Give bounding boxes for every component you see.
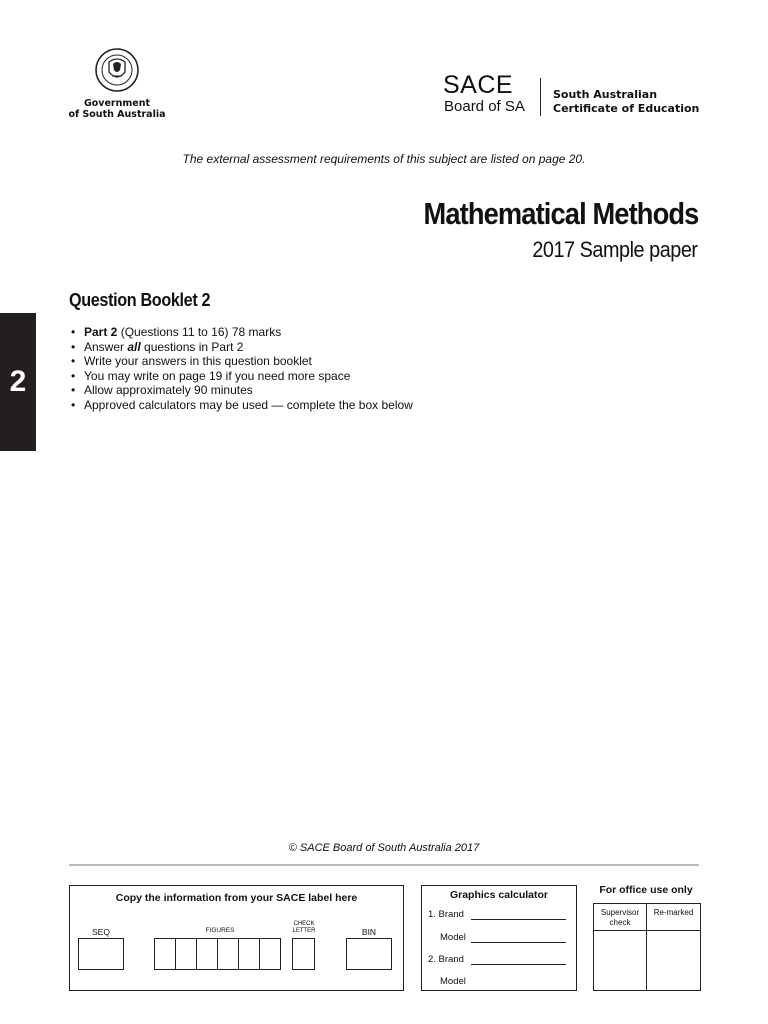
booklet-tab: [0, 313, 36, 451]
bin-field[interactable]: [346, 938, 392, 970]
instruction-text: Write your answers in this question booklet: [84, 354, 312, 369]
calculator-heading: Graphics calculator: [449, 889, 549, 901]
remarked-label: Re-marked: [653, 908, 694, 917]
instruction-text: Allow approximately 90 minutes: [84, 383, 253, 398]
check-letter-line1: CHECK: [293, 921, 315, 927]
instructions-list: [69, 325, 549, 413]
instruction-text: questions in Part 2: [140, 339, 244, 354]
intro-note: The external assessment requirements of this subject are listed on page 20.: [182, 152, 586, 166]
remarked-field[interactable]: [647, 931, 700, 990]
government-logo: [62, 46, 172, 118]
label-box-heading: Copy the information from your SACE label here: [115, 892, 358, 904]
instruction-bold: all: [127, 339, 141, 354]
sace-title: SACE: [443, 71, 514, 99]
divider-rule: [69, 864, 699, 866]
figure-digit-field[interactable]: [196, 938, 218, 970]
figure-digit-field[interactable]: [259, 938, 281, 970]
figure-digit-field[interactable]: [217, 938, 239, 970]
calculator-box: [421, 885, 577, 991]
supervisor-label: [594, 908, 646, 928]
instruction-item: [69, 354, 549, 369]
instruction-text: You may write on page 19 if you need more space: [84, 368, 351, 383]
seq-label: SEQ: [92, 927, 110, 937]
page-subtitle: 2017 Sample paper: [532, 237, 698, 262]
instruction-text: Approved calculators may be used — complete the box below: [84, 397, 413, 412]
instruction-item: [69, 369, 549, 384]
brand2-field[interactable]: [471, 951, 566, 965]
tab-number: 2: [9, 365, 27, 398]
sace-label-box: [69, 885, 404, 991]
sace-logo: [443, 71, 703, 119]
figure-digit-field[interactable]: [154, 938, 176, 970]
instruction-text: (Questions 11 to 16) 78 marks: [117, 325, 282, 339]
instruction-item: [69, 340, 549, 355]
figure-digit-field[interactable]: [175, 938, 197, 970]
office-heading: For office use only: [599, 884, 693, 896]
bin-label: BIN: [361, 927, 377, 937]
sace-subtitle: Board of SA: [444, 98, 525, 115]
figures-label: [154, 927, 286, 934]
instruction-bold: Part 2: [84, 325, 118, 339]
booklet-title: Question Booklet 2: [69, 290, 211, 310]
supervisor-check-field[interactable]: [594, 931, 646, 990]
copyright: © SACE Board of South Australia 2017: [288, 842, 480, 854]
instruction-text: Answer: [84, 339, 128, 354]
figures-fields: [154, 938, 287, 970]
office-box: [593, 903, 701, 991]
sace-right-line2: Certificate of Education: [553, 102, 700, 115]
model1-label: Model: [440, 932, 466, 943]
check-letter-label: [290, 921, 318, 935]
model1-field[interactable]: [471, 929, 566, 943]
check-letter-field[interactable]: [292, 938, 315, 970]
sace-right-line1: South Australian: [553, 88, 658, 101]
instruction-item: [69, 325, 549, 340]
instruction-item: [69, 398, 549, 413]
check-letter-line2: LETTER: [292, 928, 316, 934]
instruction-item: [69, 383, 549, 398]
seq-field[interactable]: [78, 938, 124, 970]
figures-label-text: FIGURES: [205, 927, 235, 934]
page-title: Mathematical Methods: [423, 196, 698, 231]
brand2-label: 2. Brand: [428, 954, 464, 965]
crest-icon: [94, 46, 140, 94]
brand1-label: 1. Brand: [428, 909, 464, 920]
figure-digit-field[interactable]: [238, 938, 260, 970]
government-line2: of South Australia: [68, 109, 166, 120]
supervisor-line2: check: [609, 918, 631, 927]
government-line1: Government: [83, 98, 151, 109]
brand1-field[interactable]: [471, 906, 566, 920]
supervisor-line1: Supervisor: [600, 908, 640, 917]
sace-divider: [540, 78, 541, 116]
model2-label: Model: [440, 976, 466, 987]
